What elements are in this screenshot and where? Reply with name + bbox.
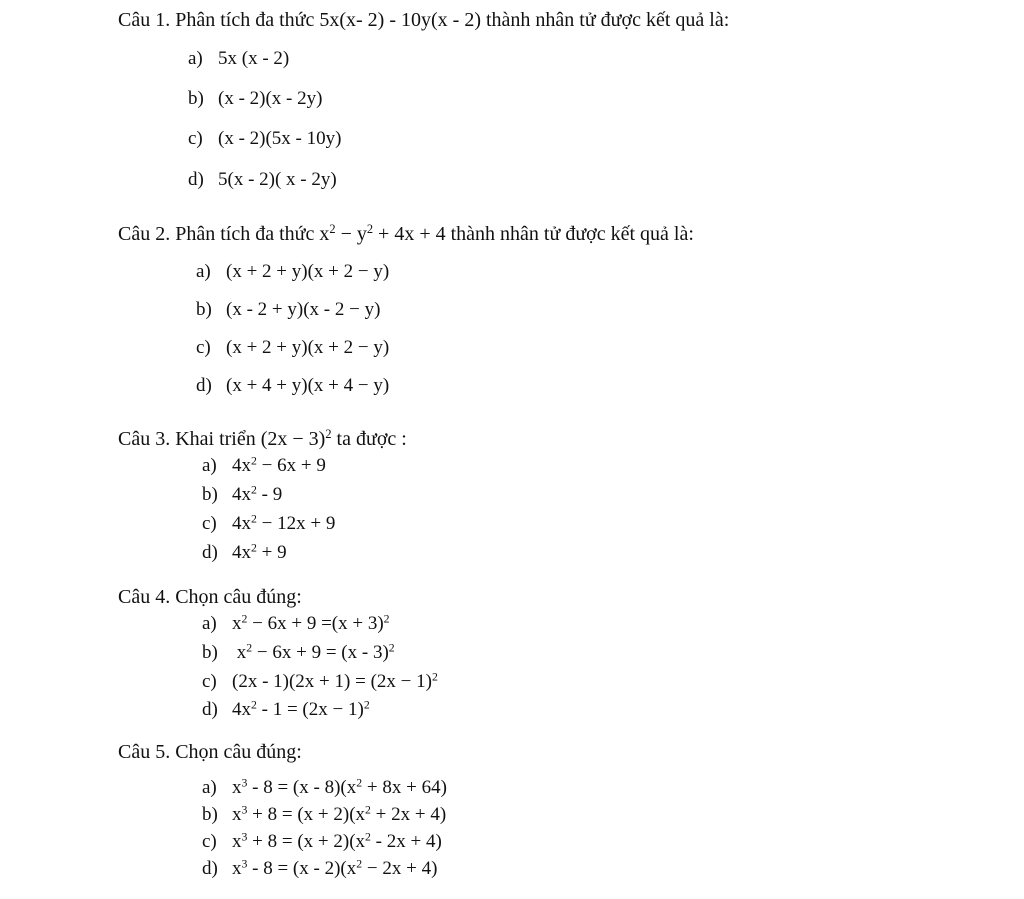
exponent: 2 bbox=[241, 612, 248, 626]
question-4-option-c bbox=[202, 672, 438, 691]
exponent: 2 bbox=[329, 222, 336, 237]
question-title-text: Câu 4. Chọn câu đúng: bbox=[118, 586, 302, 608]
option-text: $x^2 - 6x + 9 = (x - 3)^2$ bbox=[232, 641, 395, 663]
option-text: $4x^2 - 9$ bbox=[232, 483, 283, 505]
question-4-option-a bbox=[202, 614, 390, 633]
question-5-option-c bbox=[202, 832, 442, 851]
exponent: 2 bbox=[388, 641, 395, 655]
exponent: 2 bbox=[251, 454, 257, 468]
option-text: (x - 2)(5x - 10y) bbox=[218, 128, 342, 149]
option-label: a) bbox=[196, 261, 211, 282]
exponent: 2 bbox=[366, 222, 374, 237]
option-label: c) bbox=[202, 671, 217, 692]
exponent: 2 bbox=[431, 670, 438, 684]
option-label: d) bbox=[196, 375, 212, 396]
option-label: b) bbox=[202, 484, 218, 505]
question-2-option-d bbox=[196, 376, 389, 395]
option-text: $x^3 + 8 = (x + 2)(x^2 - 2x + 4)$ bbox=[232, 830, 442, 852]
option-label: a) bbox=[202, 455, 217, 476]
option-label: a) bbox=[202, 777, 217, 798]
option-text: $x^3 - 8 = (x - 8)(x^2 + 8x + 64)$ bbox=[232, 776, 447, 798]
option-text: 5x (x - 2) bbox=[218, 48, 290, 69]
question-4-option-b bbox=[202, 643, 395, 662]
question-3-option-d bbox=[202, 543, 287, 562]
option-label: c) bbox=[196, 337, 211, 358]
exponent: 2 bbox=[251, 698, 257, 712]
option-label: d) bbox=[202, 699, 218, 720]
option-text: $4x^2 - 6x + 9$ bbox=[232, 454, 326, 476]
option-text: $(2x - 1)(2x + 1) = (2x - 1)^2$ bbox=[232, 670, 438, 692]
exponent: 2 bbox=[325, 427, 332, 442]
exponent: 2 bbox=[356, 776, 363, 790]
question-5-option-b bbox=[202, 805, 446, 824]
question-2-option-b bbox=[196, 300, 380, 319]
exponent: 2 bbox=[251, 483, 257, 497]
option-text: (x - 2)(x - 2y) bbox=[218, 88, 323, 109]
exponent: 2 bbox=[251, 541, 257, 555]
option-text: $4x^2 - 1 = (2x - 1)^2$ bbox=[232, 698, 370, 720]
option-text: 5(x - 2)( x - 2y) bbox=[218, 169, 337, 190]
option-label: b) bbox=[196, 299, 212, 320]
question-4-title bbox=[118, 587, 302, 607]
question-1-title bbox=[118, 10, 729, 30]
option-label: b) bbox=[202, 804, 218, 825]
exponent: 2 bbox=[383, 612, 390, 626]
exponent: 2 bbox=[363, 698, 370, 712]
option-label: a) bbox=[188, 48, 203, 69]
question-1-option-d bbox=[188, 170, 337, 189]
option-text: (x + 4 + y)(x + 4 − y) bbox=[226, 375, 390, 396]
question-5-title bbox=[118, 742, 302, 762]
option-label: c) bbox=[188, 128, 203, 149]
question-title-text: Câu 3. Khai triển $(2x - 3)^2$ ta được : bbox=[118, 427, 407, 450]
option-text: $x^3 + 8 = (x + 2)(x^2 + 2x + 4)$ bbox=[232, 803, 447, 825]
option-label: a) bbox=[202, 613, 217, 634]
option-label: c) bbox=[202, 831, 217, 852]
question-1-option-b bbox=[188, 89, 322, 108]
exponent: 3 bbox=[241, 803, 248, 817]
option-text: (x + 2 + y)(x + 2 − y) bbox=[226, 337, 390, 358]
question-3-option-c bbox=[202, 514, 335, 533]
question-3-option-b bbox=[202, 485, 282, 504]
question-5-option-d bbox=[202, 859, 437, 878]
exponent: 3 bbox=[241, 776, 248, 790]
option-label: d) bbox=[202, 858, 218, 879]
option-text: (x + 2 + y)(x + 2 − y) bbox=[226, 261, 390, 282]
exponent: 2 bbox=[246, 641, 253, 655]
question-2-title bbox=[118, 224, 694, 244]
option-text: $4x^2 + 9$ bbox=[232, 541, 287, 563]
question-2-option-c bbox=[196, 338, 389, 357]
question-title-text: Câu 1. Phân tích đa thức 5x(x- 2) - 10y(x - 2) thành nhân tử được kết quả là: bbox=[118, 9, 730, 31]
exponent: 2 bbox=[365, 830, 371, 844]
option-label: b) bbox=[188, 88, 204, 109]
question-3-option-a bbox=[202, 456, 326, 475]
exponent: 2 bbox=[251, 512, 257, 526]
question-5-option-a bbox=[202, 778, 447, 797]
option-label: b) bbox=[202, 642, 218, 663]
exponent: 3 bbox=[241, 857, 248, 871]
question-1-option-c bbox=[188, 129, 341, 148]
question-title-text: Câu 2. Phân tích đa thức $x^2 - y^2 + 4x + 4$ thành nhân tử được kết quả là: bbox=[118, 222, 694, 245]
option-label: d) bbox=[188, 169, 204, 190]
question-1-option-a bbox=[188, 49, 289, 68]
option-text: $x^2 - 6x + 9 =(x + 3)^2$ bbox=[232, 612, 390, 634]
option-text: (x - 2 + y)(x - 2 − y) bbox=[226, 299, 381, 320]
exponent: 3 bbox=[241, 830, 248, 844]
option-text: $4x^2 - 12x + 9$ bbox=[232, 512, 336, 534]
option-label: d) bbox=[202, 542, 218, 563]
exponent: 2 bbox=[356, 857, 363, 871]
exponent: 2 bbox=[365, 803, 371, 817]
question-4-option-d bbox=[202, 700, 370, 719]
option-label: c) bbox=[202, 513, 217, 534]
question-title-text: Câu 5. Chọn câu đúng: bbox=[118, 741, 302, 763]
question-3-title bbox=[118, 429, 407, 449]
question-2-option-a bbox=[196, 262, 389, 281]
option-text: $x^3 - 8 = (x - 2)(x^2 - 2x + 4)$ bbox=[232, 857, 438, 879]
